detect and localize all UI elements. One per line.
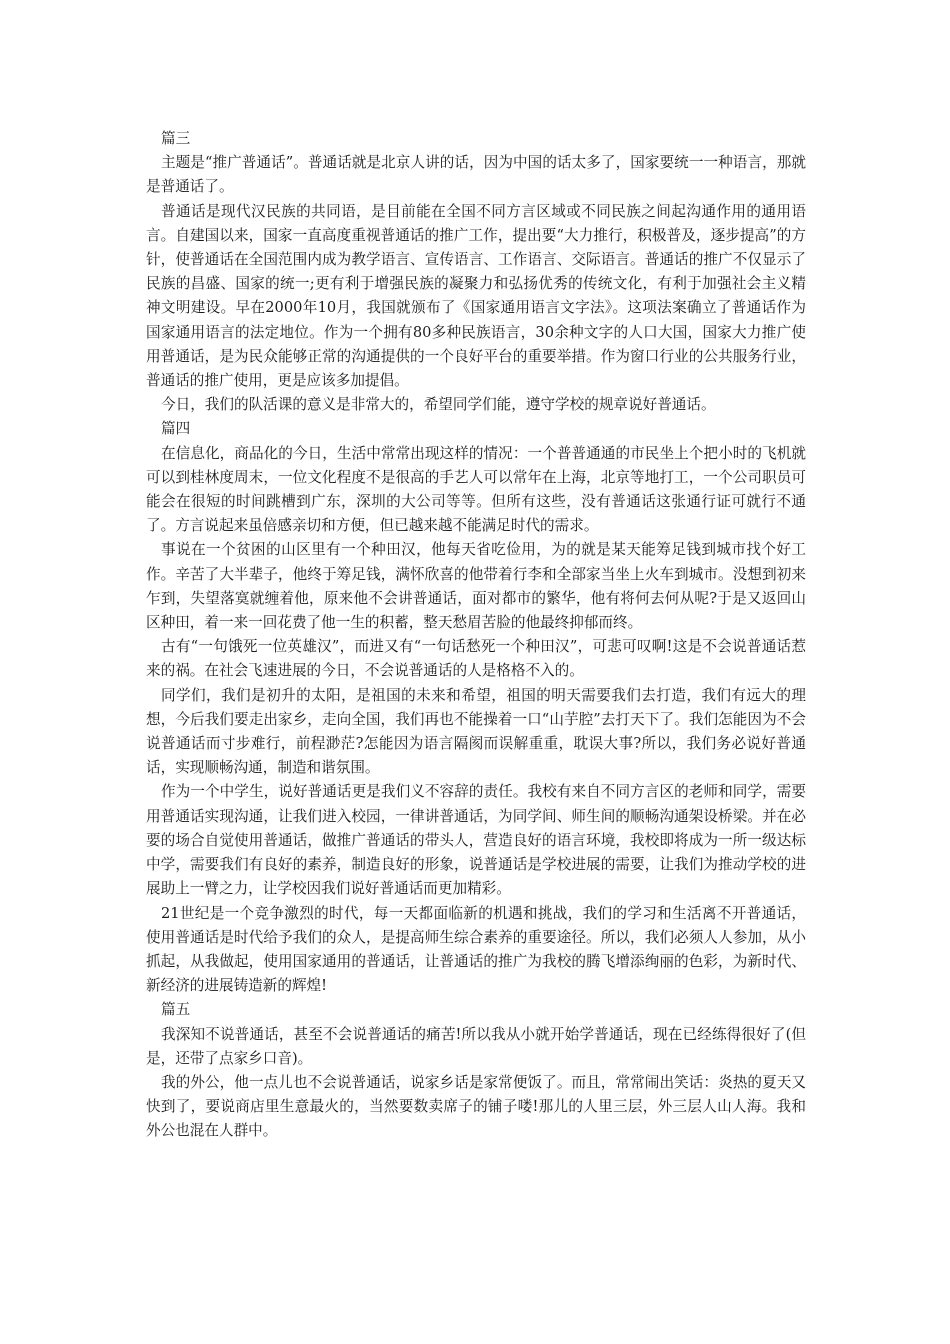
paragraph: 我深知不说普通话，甚至不会说普通话的痛苦!所以我从小就开始学普通话，现在已经练得很好了(但是，还带了点家乡口音)。 <box>146 1025 806 1067</box>
paragraph: 21世纪是一个竞争激烈的时代，每一天都面临新的机遇和挑战，我们的学习和生活离不开普通话，使用普通话是时代给予我们的众人，是提高师生综合素养的重要途径。所以，我们必须人人参加，从小抓起，从我做起，使用国家通用的普通话，让普通话的推广为我校的腾飞增添绚丽的色彩，为新时代、新经济的进展铸造新的辉煌! <box>146 904 806 995</box>
paragraph: 主题是“推广普通话”。普通话就是北京人讲的话，因为中国的话太多了，国家要统一一种语言，那就是普通话了。 <box>146 154 806 196</box>
section-heading: 篇五 <box>161 1001 191 1019</box>
section-heading: 篇三 <box>161 130 191 147</box>
section-4 <box>146 417 806 998</box>
section-3 <box>146 127 806 417</box>
paragraph: 古有“一句饿死一位英雄汉”，而进又有“一句话愁死一个种田汉”，可悲可叹啊!这是不会说普通话惹来的祸。在社会飞速进展的今日，不会说普通话的人是格格不入的。 <box>146 638 806 680</box>
paragraph: 同学们，我们是初升的太阳，是祖国的未来和希望，祖国的明天需要我们去打造，我们有远大的理想，今后我们要走出家乡，走向全国，我们再也不能操着一口“山芋腔”去打天下了。我们怎能因为不会说普通话而寸步难行，前程渺茫?怎能因为语言隔阂而误解重重，耽误大事?所以，我们务必说好普通话，实现顺畅沟通，制造和谐氛围。 <box>146 686 806 777</box>
document-body <box>146 127 806 1144</box>
paragraph: 在信息化，商品化的今日，生活中常常出现这样的情况：一个普普通通的市民坐上个把小时的飞机就可以到桂林度周末，一位文化程度不是很高的手艺人可以常年在上海，北京等地打工，一个公司职员可能会在很短的时间跳槽到广东，深圳的大公司等等。但所有这些，没有普通话这张通行证可就行不通了。方言说起来虽倍感亲切和方便，但已越来越不能满足时代的需求。 <box>146 444 806 535</box>
paragraph: 我的外公，他一点儿也不会说普通话，说家乡话是家常便饭了。而且，常常闹出笑话：炎热的夏天又快到了，要说商店里生意最火的，当然要数卖席子的铺子喽!那儿的人里三层，外三层人山人海。我和外公也混在人群中。 <box>146 1073 806 1140</box>
paragraph: 作为一个中学生，说好普通话更是我们义不容辞的责任。我校有来自不同方言区的老师和同学，需要用普通话实现沟通，让我们进入校园，一律讲普通话，为同学间、师生间的顺畅沟通架设桥梁。并在必要的场合自觉使用普通话，做推广普通话的带头人，营造良好的语言环境，我校即将成为一所一级达标中学，需要我们有良好的素养，制造良好的形象，说普通话是学校进展的需要，让我们为推动学校的进展助上一臂之力，让学校因我们说好普通话而更加精彩。 <box>146 783 806 898</box>
section-heading: 篇四 <box>161 420 191 438</box>
paragraph: 普通话是现代汉民族的共同语，是目前能在全国不同方言区域或不同民族之间起沟通作用的通用语言。自建国以来，国家一直高度重视普通话的推广工作，提出要“大力推行，积极普及，逐步提高”的方针，使普通话在全国范围内成为教学语言、宣传语言、工作语言、交际语言。普通话的推广不仅显示了民族的昌盛、国家的统一;更有利于增强民族的凝聚力和弘扬优秀的传统文化，有利于加强社会主义精神文明建设。早在2000年10月，我国就颁布了《国家通用语言文字法》。这项法案确立了普通话作为国家通用语言的法定地位。作为一个拥有80多种民族语言，30余种文字的人口大国，国家大力推广使用普通话，是为民众能够正常的沟通提供的一个良好平台的重要举措。作为窗口行业的公共服务行业，普通话的推广使用，更是应该多加提倡。 <box>146 202 806 390</box>
paragraph: 事说在一个贫困的山区里有一个种田汉，他每天省吃俭用，为的就是某天能筹足钱到城市找个好工作。辛苦了大半辈子，他终于筹足钱，满怀欣喜的他带着行李和全部家当坐上火车到城市。没想到初来乍到，失望落寞就缠着他，原来他不会讲普通话，面对都市的繁华，他有将何去何从呢?于是又返回山区种田，着一来一回花费了他一生的积蓄，整天愁眉苦脸的他最终抑郁而终。 <box>146 541 806 632</box>
paragraph: 今日，我们的队活课的意义是非常大的，希望同学们能，遵守学校的规章说好普通话。 <box>161 396 716 414</box>
section-5 <box>146 998 806 1143</box>
